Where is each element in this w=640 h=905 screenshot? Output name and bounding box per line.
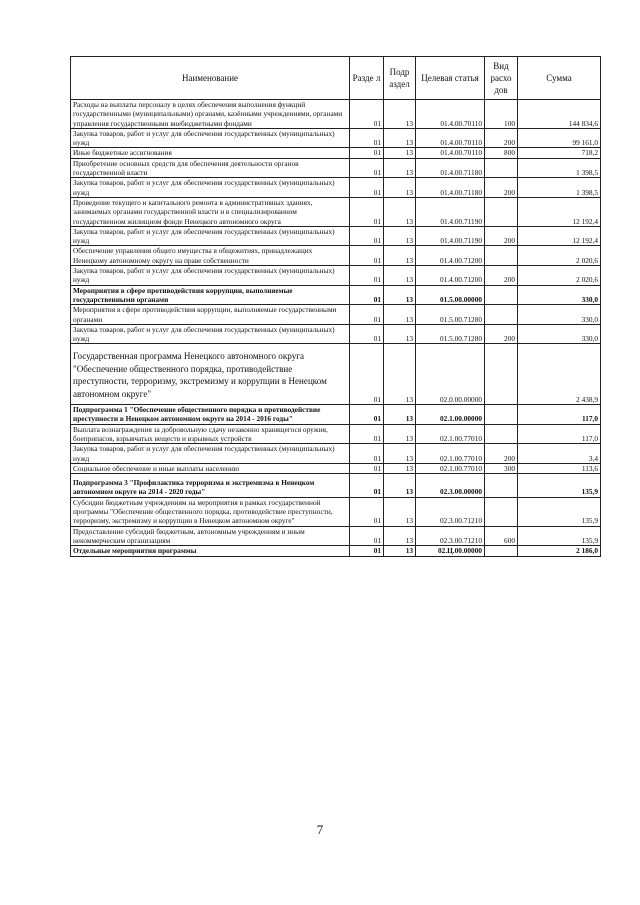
row-subsection-cell: 13 [384,178,416,198]
row-name-cell: Государственная программа Ненецкого автономного округа "Обеспечение общественного порядка, противодействие преступности, терроризму, экстремизму и коррупции в Ненецком автономном округе" [71,344,350,405]
row-section-cell: 01 [350,305,384,325]
row-subsection-cell: 13 [384,246,416,266]
row-subsection-cell: 13 [384,100,416,129]
row-kind-cell [485,546,518,556]
row-article-cell: 02.Ц.00.00000 [416,546,485,556]
table-row [71,344,601,405]
header-sum: Сумма [518,57,601,100]
row-kind-cell: 800 [485,148,518,158]
row-article-cell: 02.3.00.71210 [416,526,485,546]
row-article-cell: 01.4.00.71180 [416,178,485,198]
table-row [71,226,601,246]
row-article-cell: 02.1.00.77010 [416,463,485,473]
page-number: 7 [316,822,324,837]
row-article-cell: 02.1.00.00000 [416,405,485,425]
row-sum-cell: 2 020,6 [518,266,601,286]
row-name-cell: Подпрограмма 3 "Профилактика терроризма и экстремизма в Ненецком автономном округе на 2014 - 2020 годы" [71,474,350,498]
row-section-cell: 01 [350,463,384,473]
row-article-cell: 01.4.00.71200 [416,266,485,286]
row-sum-cell: 12 192,4 [518,197,601,226]
budget-table [70,56,601,557]
row-name-cell: Проведение текущего и капитального ремонта в административных зданиях, занимаемых органами государственной власти и в специализированном государственном жилищном фонде Ненецкого автономного округа [71,197,350,226]
row-article-cell: 02.3.00.00000 [416,474,485,498]
header-article: Целевая статья [416,57,485,100]
row-subsection-cell: 13 [384,497,416,526]
table-row [71,178,601,198]
row-section-cell: 01 [350,344,384,405]
table-row [71,444,601,464]
table-row [71,128,601,148]
row-name-cell: Субсидии бюджетным учреждениям на мероприятия в рамках государственной программы "Обеспечение общественного порядка, противодействие преступности, терроризму, экстремизму и коррупции в Ненецком автономном округе" [71,497,350,526]
row-subsection-cell: 13 [384,128,416,148]
row-sum-cell: 2 020,6 [518,246,601,266]
row-subsection-cell: 13 [384,226,416,246]
row-section-cell: 01 [350,444,384,464]
row-section-cell: 01 [350,497,384,526]
row-name-cell: Закупка товаров, работ и услуг для обеспечения государственных (муниципальных) нужд [71,444,350,464]
row-subsection-cell: 13 [384,148,416,158]
row-sum-cell: 718,2 [518,148,601,158]
table-row [71,158,601,178]
row-sum-cell: 144 834,6 [518,100,601,129]
table-row [71,305,601,325]
header-subsection: Подр аздел [384,57,416,100]
row-section-cell: 01 [350,197,384,226]
row-kind-cell [485,344,518,405]
row-section-cell: 01 [350,226,384,246]
row-section-cell: 01 [350,100,384,129]
row-article-cell: 01.4.00.70110 [416,128,485,148]
row-name-cell: Предоставление субсидий бюджетным, автономным учреждениям и иным некоммерческим организациям [71,526,350,546]
row-subsection-cell: 13 [384,546,416,556]
row-name-cell: Закупка товаров, работ и услуг для обеспечения государственных (муниципальных) нужд [71,128,350,148]
row-name-cell: Выплата вознаграждения за добровольную сдачу незаконно хранящегося оружия, боеприпасов, взрывчатых веществ и взрывных устройств [71,424,350,444]
row-section-cell: 01 [350,474,384,498]
row-sum-cell: 113,6 [518,463,601,473]
row-subsection-cell: 13 [384,197,416,226]
row-name-cell: Приобретение основных средств для обеспечения деятельности органов государственной власти [71,158,350,178]
row-name-cell: Закупка товаров, работ и услуг для обеспечения государственных (муниципальных) нужд [71,226,350,246]
row-sum-cell: 135,9 [518,474,601,498]
row-article-cell: 01.4.00.71180 [416,158,485,178]
row-sum-cell: 330,0 [518,285,601,305]
row-kind-cell: 200 [485,444,518,464]
table-row [71,463,601,473]
row-subsection-cell: 13 [384,444,416,464]
row-section-cell: 01 [350,148,384,158]
row-name-cell: Мероприятия в сфере противодействия коррупции, выполняемые государственными органами [71,305,350,325]
row-kind-cell: 200 [485,226,518,246]
row-section-cell: 01 [350,285,384,305]
row-subsection-cell: 13 [384,344,416,405]
row-subsection-cell: 13 [384,424,416,444]
row-sum-cell: 2 438,9 [518,344,601,405]
row-kind-cell: 200 [485,128,518,148]
row-article-cell: 01.4.00.70110 [416,148,485,158]
table-row [71,266,601,286]
row-sum-cell: 1 398,5 [518,178,601,198]
row-section-cell: 01 [350,405,384,425]
row-kind-cell [485,158,518,178]
row-section-cell: 01 [350,178,384,198]
table-row [71,497,601,526]
row-sum-cell: 117,0 [518,405,601,425]
row-subsection-cell: 13 [384,463,416,473]
table-header-row [71,57,601,100]
row-kind-cell: 600 [485,526,518,546]
row-section-cell: 01 [350,324,384,344]
table-row [71,424,601,444]
header-kind: Вид расхо дов [485,57,518,100]
row-sum-cell: 117,0 [518,424,601,444]
table-row [71,474,601,498]
table-row [71,546,601,556]
row-section-cell: 01 [350,158,384,178]
row-subsection-cell: 13 [384,285,416,305]
row-subsection-cell: 13 [384,324,416,344]
row-sum-cell: 12 192,4 [518,226,601,246]
row-kind-cell [485,197,518,226]
header-section: Разде л [350,57,384,100]
row-sum-cell: 135,9 [518,497,601,526]
row-kind-cell [485,424,518,444]
row-subsection-cell: 13 [384,266,416,286]
table-row [71,148,601,158]
table-row [71,324,601,344]
row-name-cell: Обеспечение управления общего имущества в общежитиях, принадлежащих Ненецкому автономному округу на праве собственности [71,246,350,266]
row-section-cell: 01 [350,266,384,286]
row-sum-cell: 1 398,5 [518,158,601,178]
row-subsection-cell: 13 [384,158,416,178]
row-section-cell: 01 [350,526,384,546]
row-kind-cell: 200 [485,178,518,198]
row-article-cell: 01.4.00.70110 [416,100,485,129]
row-kind-cell [485,246,518,266]
table-row [71,246,601,266]
row-article-cell: 02.1.00.77010 [416,424,485,444]
table-row [71,197,601,226]
row-name-cell: Мероприятия в сфере противодействия коррупции, выполняемые государственными органами [71,285,350,305]
table-row [71,405,601,425]
row-name-cell: Отдельные мероприятия программы [71,546,350,556]
row-name-cell: Иные бюджетные ассигнования [71,148,350,158]
row-kind-cell [485,405,518,425]
row-subsection-cell: 13 [384,526,416,546]
table-row [71,526,601,546]
row-sum-cell: 330,0 [518,324,601,344]
row-section-cell: 01 [350,424,384,444]
row-article-cell: 01.5.00.71280 [416,324,485,344]
row-kind-cell: 300 [485,463,518,473]
header-name: Наименование [71,57,350,100]
row-kind-cell [485,285,518,305]
row-kind-cell [485,474,518,498]
row-kind-cell: 200 [485,266,518,286]
row-article-cell: 01.5.00.00000 [416,285,485,305]
row-article-cell: 01.4.00.71190 [416,226,485,246]
table-body [71,100,601,557]
row-article-cell: 01.4.00.71190 [416,197,485,226]
row-kind-cell [485,305,518,325]
row-article-cell: 02.0.00.00000 [416,344,485,405]
row-subsection-cell: 13 [384,405,416,425]
row-sum-cell: 99 161,0 [518,128,601,148]
table-row [71,100,601,129]
row-article-cell: 01.4.00.71200 [416,246,485,266]
row-sum-cell: 330,0 [518,305,601,325]
row-kind-cell: 100 [485,100,518,129]
row-name-cell: Подпрограмма 1 "Обеспечение общественного порядка и противодействие преступности в Ненецком автономном округе на 2014 - 2016 годы" [71,405,350,425]
row-section-cell: 01 [350,246,384,266]
row-name-cell: Закупка товаров, работ и услуг для обеспечения государственных (муниципальных) нужд [71,178,350,198]
table-row [71,285,601,305]
row-name-cell: Закупка товаров, работ и услуг для обеспечения государственных (муниципальных) нужд [71,324,350,344]
row-section-cell: 01 [350,546,384,556]
row-name-cell: Закупка товаров, работ и услуг для обеспечения государственных (муниципальных) нужд [71,266,350,286]
row-subsection-cell: 13 [384,474,416,498]
row-kind-cell: 200 [485,324,518,344]
row-sum-cell: 135,9 [518,526,601,546]
row-section-cell: 01 [350,128,384,148]
row-kind-cell [485,497,518,526]
row-article-cell: 02.3.00.71210 [416,497,485,526]
row-name-cell: Расходы на выплаты персоналу в целях обеспечения выполнения функций государственными (муниципальными) органами, казёнными учреждениями, органами управления государственными внебюджетными фондами [71,100,350,129]
row-article-cell: 01.5.00.71280 [416,305,485,325]
row-name-cell: Социальное обеспечение и иные выплаты населению [71,463,350,473]
row-sum-cell: 3,4 [518,444,601,464]
row-article-cell: 02.1.00.77010 [416,444,485,464]
row-subsection-cell: 13 [384,305,416,325]
row-sum-cell: 2 186,0 [518,546,601,556]
